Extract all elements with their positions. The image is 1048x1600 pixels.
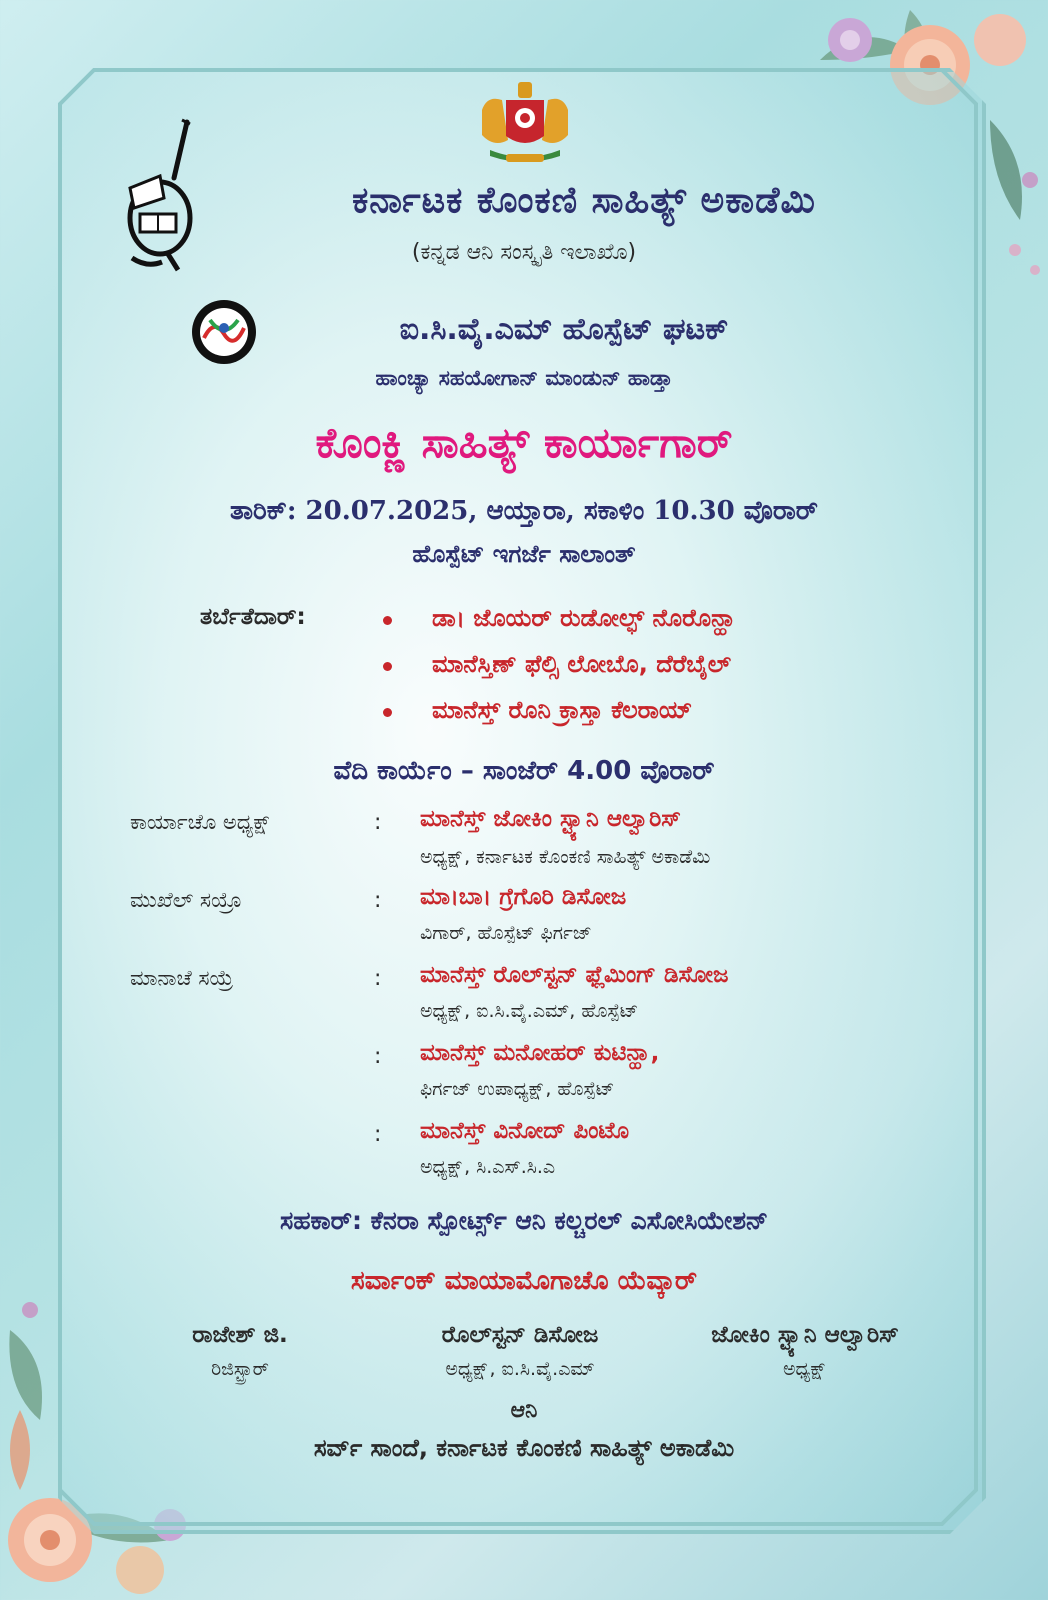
signatory-1-title: ರಿಜಿಸ್ಟ್ರಾರ್ xyxy=(211,1358,269,1380)
trainer-bullet xyxy=(383,662,392,671)
trainer-bullet xyxy=(383,708,392,717)
guest-name-honoured-1: ಮಾನೆಸ್ತ್ ರೊಲ್‌ಸ್ಟನ್ ಫ್ಲೆಮಿಂಗ್ ಡಿಸೋಜ xyxy=(420,962,729,988)
trainer-1: ಡಾ। ಜೊಯರ್ ರುಡೋಲ್ಫ್ ನೊರೊನ್ಹಾ xyxy=(432,604,737,632)
event-date: ತಾರಿಕ್: 20.07.2025, ಆಯ್ತಾರಾ, ಸಕಾಳಿಂ 10.30 ವೊರಾರ್ xyxy=(230,496,818,526)
guest-title-president: ಅಧ್ಯಕ್ಷ್, ಕರ್ನಾಟಕ ಕೊಂಕಣಿ ಸಾಹಿತ್ಯ್ ಅಕಾಡೆಮಿ xyxy=(420,846,711,868)
guest-title-honoured-3: ಅಧ್ಯಕ್ಷ್, ಸಿ.ಎಸ್.ಸಿ.ಎ xyxy=(420,1156,556,1178)
footer-and: ಆನಿ xyxy=(510,1398,538,1423)
role-colon: : xyxy=(374,966,382,991)
partner-unit: ಐ.ಸಿ.ವೈ.ಎಮ್ ಹೊಸ್ಪೆಟ್ ಘಟಕ್ xyxy=(399,312,729,347)
role-colon: : xyxy=(374,1122,382,1147)
role-colon: : xyxy=(374,810,382,835)
role-honoured-guests: ಮಾನಾಚೆ ಸಯ್ರೆ xyxy=(130,966,234,990)
stage-heading: ವೆದಿ ಕಾರ್ಯೆಂ – ಸಾಂಜೆರ್ 4.00 ವೊರಾರ್ xyxy=(333,756,715,786)
invite-line: ಸರ್ವಾಂಕ್ ಮಾಯಾಮೊಗಾಚೊ ಯೆವ್ಕಾರ್ xyxy=(350,1266,698,1296)
academy-name: ಕರ್ನಾಟಕ ಕೊಂಕಣಿ ಸಾಹಿತ್ಯ್ ಅಕಾಡೆಮಿ xyxy=(352,180,816,221)
karnataka-emblem-icon xyxy=(470,80,580,168)
signatory-2-name: ರೊಲ್‌ಸ್ಟನ್ ಡಿಸೋಜ xyxy=(441,1322,599,1348)
signatory-3-title: ಅಧ್ಯಕ್ಷ್ xyxy=(782,1358,828,1380)
role-president: ಕಾರ್ಯಾಚೊ ಅಧ್ಯಕ್ಷ್ xyxy=(130,810,272,834)
event-title: ಕೊಂಕ್ಣಿ ಸಾಹಿತ್ಯ್ ಕಾರ್ಯಾಗಾರ್ xyxy=(315,418,733,467)
guest-name-honoured-2: ಮಾನೆಸ್ತ್ ಮನೋಹರ್ ಕುಟಿನ್ಹಾ, xyxy=(420,1040,660,1066)
sponsor-line: ಸಹಕಾರ್: ಕೆನರಾ ಸ್ಪೋರ್ಟ್ಸ್ ಆನಿ ಕಲ್ಚರಲ್ ಎಸೋಸಿಯೇಶನ್ xyxy=(279,1206,769,1235)
guest-name-honoured-3: ಮಾನೆಸ್ತ್ ವಿನೋದ್ ಪಿಂಟೊ xyxy=(420,1118,630,1144)
guest-name-president: ಮಾನೆಸ್ತ್ ಜೋಕಿಂ ಸ್ಟ್ಯಾನಿ ಆಲ್ವಾರಿಸ್ xyxy=(420,806,681,832)
footer-members: ಸರ್ವ್ ಸಾಂದೆ, ಕರ್ನಾಟಕ ಕೊಂಕಣಿ ಸಾಹಿತ್ಯ್ ಅಕಾಡೆಮಿ xyxy=(313,1434,735,1462)
guest-title-honoured-1: ಅಧ್ಯಕ್ಷ್, ಐ.ಸಿ.ವೈ.ಎಮ್, ಹೊಸ್ಪೆಟ್ xyxy=(420,1000,639,1022)
signatory-1-name: ರಾಜೇಶ್ ಜಿ. xyxy=(192,1322,288,1348)
trainer-2: ಮಾನೆಸ್ತಿಣ್ ಫೆಲ್ಸಿ ಲೋಬೊ, ದೆರೆಬೈಲ್ xyxy=(432,650,732,678)
trainers-label: ತರ್ಬೆತೆದಾರ್: xyxy=(200,604,306,630)
guest-title-honoured-2: ಫಿರ್ಗಜ್ ಉಪಾಧ್ಯಕ್ಷ್, ಹೊಸ್ಪೆಟ್ xyxy=(420,1078,615,1100)
signatory-2-title: ಅಧ್ಯಕ್ಷ್, ಐ.ಸಿ.ವೈ.ಎಮ್ xyxy=(445,1358,595,1380)
invitation-card xyxy=(58,68,986,1534)
signatory-3-name: ಜೋಕಿಂ ಸ್ಟ್ಯಾನಿ ಆಲ್ವಾರಿಸ್ xyxy=(711,1322,899,1348)
trainer-bullet xyxy=(383,616,392,625)
guest-title-chief: ವಿಗಾರ್, ಹೊಸ್ಪೆಟ್ ಫಿರ್ಗಜ್ xyxy=(420,922,592,944)
trainer-3: ಮಾನೆಸ್ತ್ ರೊನಿ ಕ್ರಾಸ್ತಾ ಕೆಲರಾಯ್ xyxy=(432,696,693,724)
collab-line: ಹಾಂಚ್ಯಾ ಸಹಯೋಗಾನ್ ಮಾಂಡುನ್ ಹಾಡ್ತಾ xyxy=(375,366,673,390)
guest-name-chief: ಮಾ।ಬಾ। ಗ್ರೆಗೊರಿ ಡಿಸೋಜ xyxy=(420,884,627,910)
department-name: (ಕನ್ನಡ ಆನಿ ಸಂಸ್ಕೃತಿ ಇಲಾಖೊ) xyxy=(411,240,637,265)
role-colon: : xyxy=(374,1044,382,1069)
role-colon: : xyxy=(374,888,382,913)
event-venue: ಹೊಸ್ಪೆಟ್ ಇಗರ್ಜೆ ಸಾಲಾಂತ್ xyxy=(412,540,636,568)
role-chief-guest: ಮುಖೆಲ್ ಸಯ್ರೊ xyxy=(130,888,243,912)
